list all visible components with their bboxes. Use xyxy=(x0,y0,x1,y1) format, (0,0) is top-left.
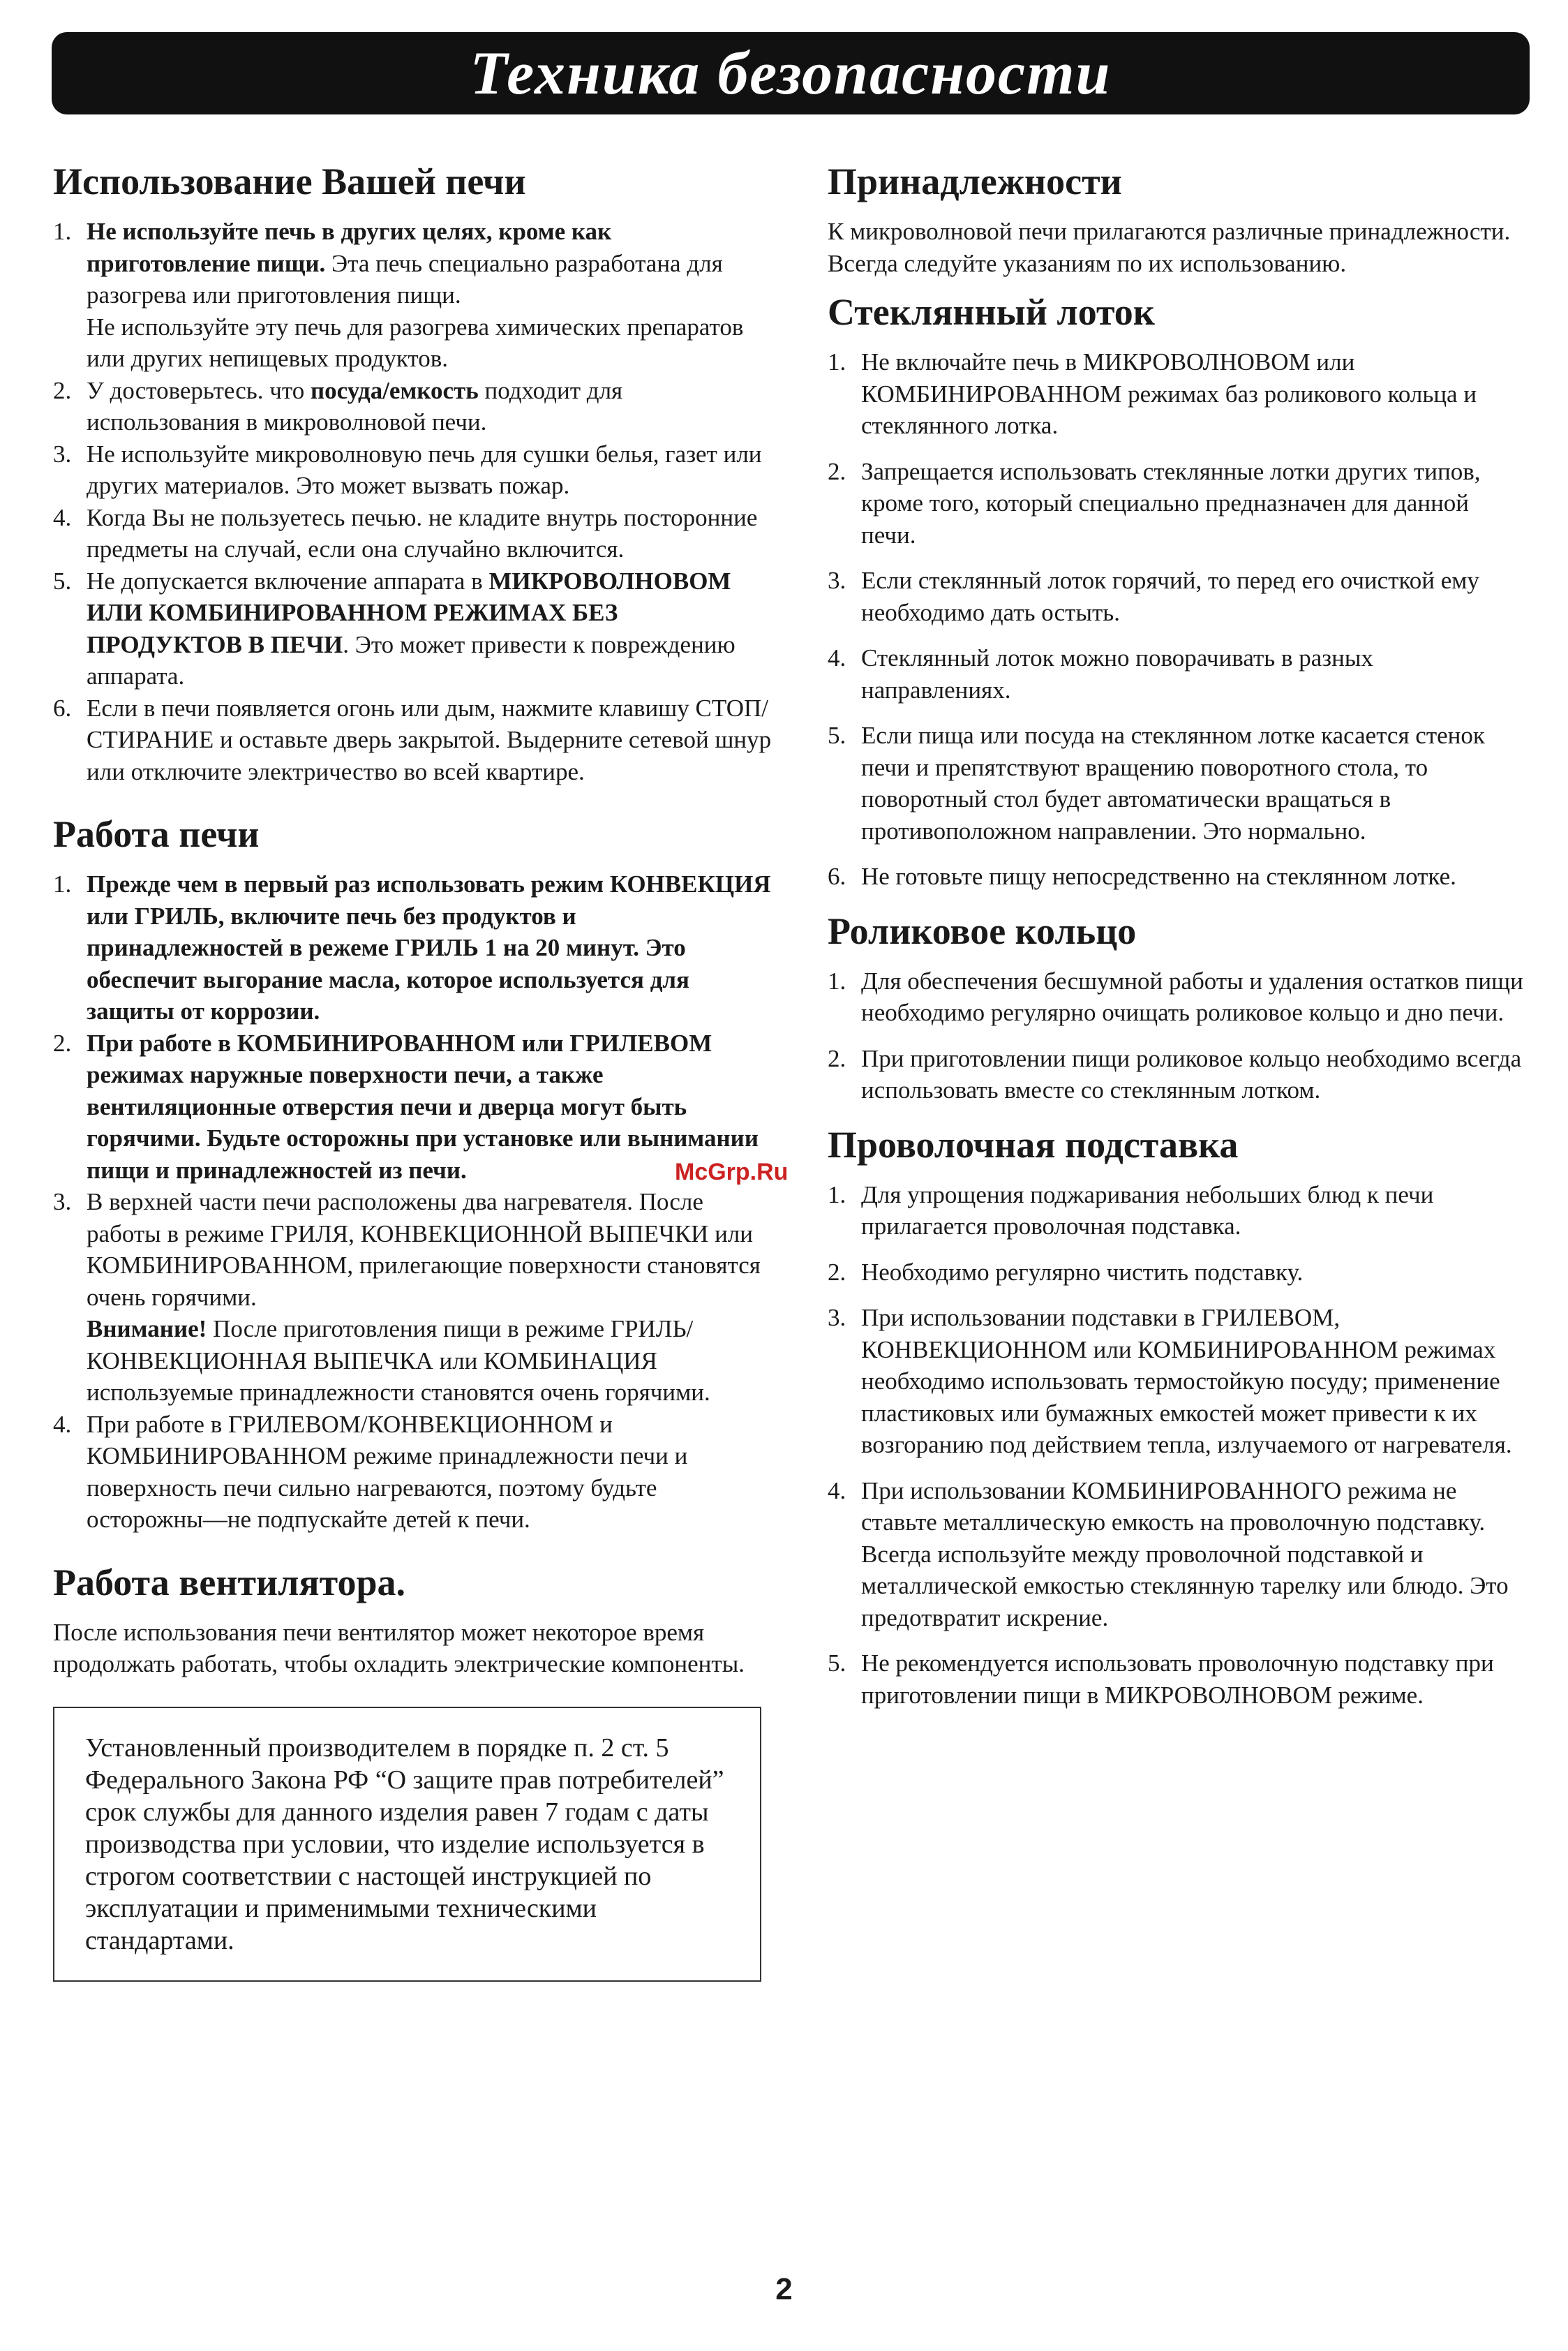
item-text: Не используйте эту печь для разогрева химических препаратов или других непищевых продуктов. xyxy=(87,313,744,372)
item-number: 6. xyxy=(53,694,72,722)
list-item xyxy=(828,720,1525,847)
right-column xyxy=(828,157,1525,1725)
item-text: Не используйте микроволновую печь для сушки белья, газет или других материалов. Это может вызвать пожар. xyxy=(87,440,762,499)
list-item xyxy=(828,642,1525,706)
list-item xyxy=(828,1647,1525,1711)
list-item xyxy=(828,456,1525,551)
item-number: 4. xyxy=(53,1410,72,1438)
item-number: 1. xyxy=(828,1180,846,1208)
list-item xyxy=(828,1179,1525,1243)
section-heading-roller-ring: Роликовое кольцо xyxy=(828,910,1137,952)
list-item xyxy=(53,1186,772,1409)
item-number: 4. xyxy=(828,1476,846,1504)
item-bold-text: Прежде чем в первый раз использовать режим КОНВЕКЦИЯ или ГРИЛЬ, включите печь без продуктов и принадлежностей в режеме ГРИЛЬ 1 на 20 минут. Это обеспечит выгорание масла, которое используется для защиты от коррозии. xyxy=(87,870,771,1025)
item-text: Для обеспечения бесшумной работы и удаления остатков пищи необходимо регулярно очищать роликовое кольцо и дно печи. xyxy=(861,967,1523,1026)
item-number: 6. xyxy=(828,863,846,890)
list-item xyxy=(828,565,1525,628)
item-number: 3. xyxy=(53,1188,72,1215)
item-text: В верхней части печи расположены два нагревателя. После работы в режиме ГРИЛЯ, КОНВЕКЦИОННОЙ ВЫПЕЧКИ или КОМБИНИРОВАННОМ, прилегающие поверхности становятся очень горячими. xyxy=(87,1188,761,1311)
list-item xyxy=(53,565,772,692)
page-number: 2 xyxy=(775,2272,793,2306)
item-text: Не включайте печь в МИКРОВОЛНОВОМ или КОМБИНИРОВАННОМ режимах баз роликового кольца и стеклянного лотка. xyxy=(861,348,1477,439)
item-text: Необходимо регулярно чистить подставку. xyxy=(861,1258,1304,1286)
item-bold-text: Не используйте печь в других целях, кроме как приготовление пищи. xyxy=(87,218,612,277)
use-list xyxy=(53,216,772,787)
item-number: 1. xyxy=(53,218,72,245)
item-text: При использовании КОМБИНИРОВАННОГО режима не ставьте металлическую емкость на проволочную подставку. Всегда используйте между проволочной подставкой и металлической емкостью стеклянную тарелку или блюдо. Это предотвратит искрение. xyxy=(861,1476,1509,1631)
section-heading-fan: Работа вентилятора. xyxy=(53,1561,405,1603)
item-text: Стеклянный лоток можно поворачивать в разных направлениях. xyxy=(861,644,1373,704)
item-number: 2. xyxy=(828,457,846,485)
item-text: Для упрощения поджаривания небольших блюд к печи прилагается проволочная подставка. xyxy=(861,1180,1434,1240)
list-item xyxy=(828,1043,1525,1106)
section-heading-accessories: Принадлежности xyxy=(828,161,1122,202)
item-text: Не готовьте пищу непосредственно на стеклянном лотке. xyxy=(861,863,1456,890)
item-number: 4. xyxy=(53,503,72,531)
item-text: подходит для использования в микроволновой печи. xyxy=(87,376,623,436)
item-text: Не рекомендуется использовать проволочную подставку при приготовлении пищи в МИКРОВОЛНОВОМ режиме. xyxy=(861,1649,1494,1709)
list-item xyxy=(53,216,772,375)
work-list xyxy=(53,868,772,1536)
list-item xyxy=(53,502,772,565)
item-number: 5. xyxy=(53,567,72,595)
item-text: После приготовления пищи в режиме ГРИЛЬ/КОНВЕКЦИОННАЯ ВЫПЕЧКА или КОМБИНАЦИЯ используемые принадлежности становятся очень горячими. xyxy=(87,1315,710,1406)
item-text: Если в печи появляется огонь или дым, нажмите клавишу СТОП/СТИРАНИЕ и оставьте дверь закрытой. Выдерните сетевой шнур или отключите электричество во всей квартире. xyxy=(87,694,772,785)
service-life-notice: Установленный производителем в порядке п. 2 ст. 5 Федерального Закона РФ “О защите прав потребителей” срок службы для данного изделия равен 7 годам с даты производства при условии, что изделие используется в строгом соответствии с настощей инструкцией по эксплуатации и применимыми техническими стандартами. xyxy=(53,1707,761,1982)
title-banner xyxy=(52,32,1530,114)
item-number: 3. xyxy=(828,567,846,594)
item-text: При работе в ГРИЛЕВОМ/КОНВЕКЦИОННОМ и КОМБИНИРОВАННОМ режиме принадлежности печи и поверхность печи сильно нагреваются, поэтому будьте осторожны—не подпускайте детей к печи. xyxy=(87,1410,688,1533)
list-item xyxy=(828,1256,1525,1289)
list-item xyxy=(53,1028,772,1187)
list-item xyxy=(53,868,772,1028)
list-item xyxy=(53,438,772,502)
item-number: 2. xyxy=(828,1258,846,1286)
watermark: McGrp.Ru xyxy=(675,1159,789,1185)
item-text: Когда Вы не пользуетесь печью. не кладите внутрь посторонние предметы на случай, если она случайно включится. xyxy=(87,503,758,563)
roller-ring-list xyxy=(828,965,1525,1106)
item-text: Запрещается использовать стеклянные лотки других типов, кроме того, который специально предназначен для данной печи. xyxy=(861,457,1481,549)
list-item xyxy=(53,692,772,788)
list-item xyxy=(53,1409,772,1536)
page-title: Техника безопасности xyxy=(470,39,1112,107)
item-bold-text: При работе в КОМБИНИРОВАННОМ или ГРИЛЕВОМ режимах наружные поверхности печи, а также вентиляционные отверстия печи и дверца могут быть горячими. Будьте осторожны при установке или вынимании пищи и принадлежностей из печи. xyxy=(87,1029,759,1184)
item-text: Если пища или посуда на стеклянном лотке касается стенок печи и препятствуют вращению поворотного стола, то поворотный стол будет автоматически вращаться в противоположном направлении. Это нормально. xyxy=(861,722,1485,845)
wire-rack-list xyxy=(828,1179,1525,1712)
item-number: 3. xyxy=(828,1304,846,1331)
fan-text: После использования печи вентилятор может некоторое время продолжать работать, чтобы охладить электрические компоненты. xyxy=(53,1618,745,1677)
item-number: 1. xyxy=(828,348,846,376)
item-bold-text: посуда/емкость xyxy=(310,376,479,404)
item-number: 2. xyxy=(53,376,72,404)
item-text: У достоверьтесь. что xyxy=(87,376,311,404)
item-number: 1. xyxy=(53,870,72,898)
list-item xyxy=(828,1302,1525,1461)
section-heading-use: Использование Вашей печи xyxy=(53,161,526,202)
list-item xyxy=(828,965,1525,1029)
item-number: 4. xyxy=(828,644,846,672)
item-number: 2. xyxy=(828,1044,846,1072)
item-text: Не допускается включение аппарата в xyxy=(87,567,489,595)
item-text: Эта печь специально разработана для разогрева или приготовления пищи. xyxy=(87,249,723,309)
item-text: Если стеклянный лоток горячий, то перед его очисткой ему необходимо дать остыть. xyxy=(861,567,1479,626)
list-item xyxy=(53,375,772,438)
list-item xyxy=(828,1475,1525,1634)
section-heading-work: Работа печи xyxy=(53,813,260,855)
list-item xyxy=(828,346,1525,442)
section-heading-glass-tray: Стеклянный лоток xyxy=(828,291,1155,333)
glass-tray-list xyxy=(828,346,1525,893)
item-bold-text: МИКРОВОЛНОВОМ ИЛИ КОМБИНИРОВАННОМ РЕЖИМАХ БЕЗ ПРОДУКТОВ В ПЕЧИ xyxy=(87,567,731,658)
item-number: 5. xyxy=(828,1649,846,1677)
section-heading-wire-rack: Проволочная подставка xyxy=(828,1123,1239,1166)
item-number: 1. xyxy=(828,967,846,995)
item-text: При приготовлении пищи роликовое кольцо необходимо всегда использовать вместе со стеклянным лотком. xyxy=(861,1044,1522,1104)
accessories-text: К микроволновой печи прилагаются различные принадлежности. Всегда следуйте указаниям по их использованию. xyxy=(828,218,1511,277)
item-bold-text: Внимание! xyxy=(87,1315,207,1342)
item-number: 3. xyxy=(53,440,72,468)
list-item xyxy=(828,861,1525,893)
item-text: При использовании подставки в ГРИЛЕВОМ, КОНВЕКЦИОННОМ или КОМБИНИРОВАННОМ режимах необходимо использовать термостойкую посуду; применение пластиковых или бумажных емкостей может привести к их возгоранию под действием тепла, излучаемого от нагревателя. xyxy=(861,1304,1512,1458)
left-column xyxy=(53,157,772,1982)
item-number: 5. xyxy=(828,722,846,749)
item-text: . Это может привести к повреждению аппарата. xyxy=(87,630,736,690)
item-number: 2. xyxy=(53,1029,72,1057)
